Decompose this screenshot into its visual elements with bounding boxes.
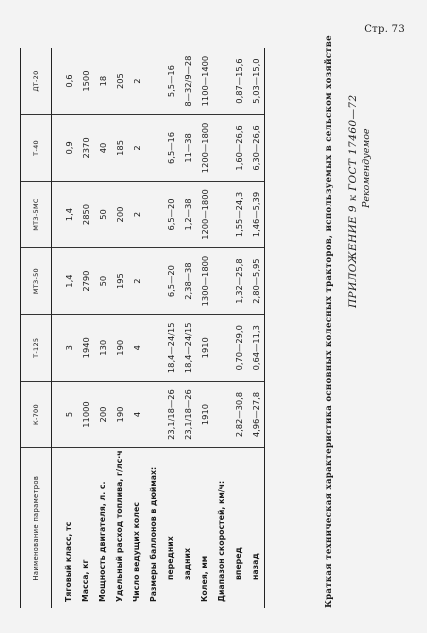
value-cell: 11—38 xyxy=(179,115,196,182)
table-row xyxy=(179,48,196,608)
value-cell: 1,4 xyxy=(52,181,78,248)
value-cell: 1200—1800 xyxy=(196,181,213,248)
value-cell: 1200—1800 xyxy=(196,115,213,182)
table-row xyxy=(94,48,111,608)
value-cell: 200 xyxy=(94,381,111,448)
parameter-label: Диапазон скоростей, км/ч: xyxy=(217,480,226,602)
table-row xyxy=(52,48,78,608)
value-cell: 2,38—38 xyxy=(179,248,196,315)
value-cell: 0,6 xyxy=(52,48,78,115)
table-row xyxy=(196,48,213,608)
value-cell: 50 xyxy=(94,248,111,315)
value-cell: 1500 xyxy=(77,48,94,115)
header-cell: МТЗ-5МС xyxy=(21,181,52,248)
table-row xyxy=(247,48,265,608)
value-cell: 2 xyxy=(128,115,145,182)
header-cell: МТЗ-50 xyxy=(21,248,52,315)
header-cell: Т-125 xyxy=(21,314,52,381)
value-cell: 0,70—29,0 xyxy=(230,314,247,381)
value-cell xyxy=(145,381,162,448)
value-cell: 1,46—5,39 xyxy=(247,181,265,248)
value-cell: 2850 xyxy=(77,181,94,248)
rotated-page-content xyxy=(12,35,407,608)
value-cell: 6,5—20 xyxy=(162,181,179,248)
value-cell: 40 xyxy=(94,115,111,182)
value-cell: 6,5—20 xyxy=(162,248,179,315)
value-cell xyxy=(213,248,230,315)
parameter-label: вперед xyxy=(234,547,243,580)
value-cell: 0,64—11,3 xyxy=(247,314,265,381)
value-cell: 205 xyxy=(111,48,128,115)
value-cell: 1,60—26,6 xyxy=(230,115,247,182)
value-cell xyxy=(213,181,230,248)
value-cell: 2 xyxy=(128,181,145,248)
value-cell xyxy=(145,48,162,115)
value-cell: 1940 xyxy=(77,314,94,381)
table-row xyxy=(145,48,162,608)
value-cell: 0,87—15,6 xyxy=(230,48,247,115)
value-cell: 2790 xyxy=(77,248,94,315)
value-cell: 18 xyxy=(94,48,111,115)
value-cell: 5,5—16 xyxy=(162,48,179,115)
value-cell: 1,4 xyxy=(52,248,78,315)
parameter-label: задних xyxy=(183,548,192,580)
page-number: Стр. 73 xyxy=(364,24,405,35)
tractor-specs-table xyxy=(20,48,265,608)
value-cell: 3 xyxy=(52,314,78,381)
value-cell: 11000 xyxy=(77,381,94,448)
header-cell: Наименование параметров xyxy=(21,448,52,608)
parameter-label: Масса, кг xyxy=(81,559,90,602)
value-cell: 2 xyxy=(128,248,145,315)
table-header-row xyxy=(21,48,52,608)
value-cell: 18,4—24/15 xyxy=(162,314,179,381)
header-cell: ДТ-20 xyxy=(21,48,52,115)
value-cell: 4 xyxy=(128,381,145,448)
value-cell: 0,9 xyxy=(52,115,78,182)
parameter-label: Размеры баллонов в дюймах: xyxy=(149,466,158,602)
value-cell: 6,5—16 xyxy=(162,115,179,182)
value-cell: 4 xyxy=(128,314,145,381)
value-cell xyxy=(145,248,162,315)
value-cell: 130 xyxy=(94,314,111,381)
header-cell: Т-40 xyxy=(21,115,52,182)
table-row xyxy=(230,48,247,608)
value-cell: 1300—1800 xyxy=(196,248,213,315)
header-cell: К-700 xyxy=(21,381,52,448)
appendix-status: Рекомендуемое xyxy=(361,128,372,208)
parameter-label: Тяговый класс, тс xyxy=(64,521,73,602)
value-cell: 8—32/9—28 xyxy=(179,48,196,115)
table-row xyxy=(162,48,179,608)
value-cell: 6,30—26,6 xyxy=(247,115,265,182)
value-cell: 200 xyxy=(111,181,128,248)
value-cell xyxy=(145,115,162,182)
value-cell: 4,96—27,8 xyxy=(247,381,265,448)
table-row xyxy=(213,48,230,608)
parameter-label: Колея, мм xyxy=(200,555,209,602)
appendix-heading: ПРИЛОЖЕНИЕ 9 к ГОСТ 17460—72 xyxy=(347,94,359,308)
value-cell xyxy=(213,48,230,115)
table-title: Краткая техническая характеристика основных колесных тракторов, используемых в сельском хозяйстве xyxy=(324,35,334,608)
value-cell: 5,03—15,0 xyxy=(247,48,265,115)
value-cell: 1,55—24,3 xyxy=(230,181,247,248)
value-cell: 50 xyxy=(94,181,111,248)
value-cell xyxy=(213,381,230,448)
parameter-label: передних xyxy=(166,536,175,580)
value-cell: 2370 xyxy=(77,115,94,182)
value-cell: 190 xyxy=(111,314,128,381)
table-row xyxy=(128,48,145,608)
table-row xyxy=(111,48,128,608)
value-cell: 23,1/18—26 xyxy=(179,381,196,448)
parameter-label: Мощность двигателя, л. с. xyxy=(98,481,107,602)
table-row xyxy=(77,48,94,608)
parameter-label: назад xyxy=(247,448,265,608)
value-cell: 1910 xyxy=(196,314,213,381)
value-cell xyxy=(145,181,162,248)
value-cell: 23,1/18—26 xyxy=(162,381,179,448)
value-cell: 2 xyxy=(128,48,145,115)
value-cell: 190 xyxy=(111,381,128,448)
parameter-label: Удельный расход топлива, г/лс·ч xyxy=(115,450,124,602)
parameter-label: Число ведущих колес xyxy=(132,502,141,602)
value-cell xyxy=(145,314,162,381)
value-cell xyxy=(213,115,230,182)
value-cell: 18,4—24/15 xyxy=(179,314,196,381)
value-cell: 2,82—30,8 xyxy=(230,381,247,448)
value-cell: 1,2—38 xyxy=(179,181,196,248)
value-cell: 1910 xyxy=(196,381,213,448)
value-cell: 1,32—25,8 xyxy=(230,248,247,315)
value-cell: 195 xyxy=(111,248,128,315)
value-cell: 1100—1400 xyxy=(196,48,213,115)
value-cell xyxy=(213,314,230,381)
value-cell: 5 xyxy=(52,381,78,448)
value-cell: 185 xyxy=(111,115,128,182)
value-cell: 2,80—5,95 xyxy=(247,248,265,315)
